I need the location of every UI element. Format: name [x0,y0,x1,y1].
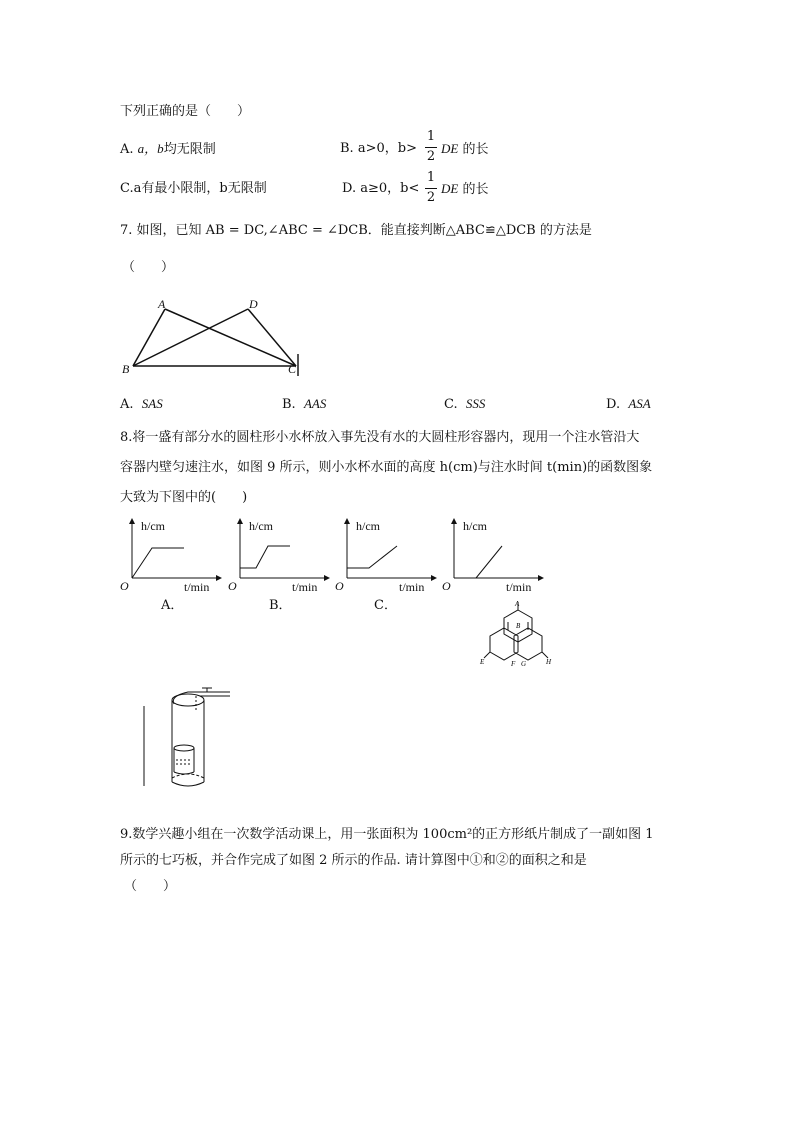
q6-option-b-numerator: 1 [426,129,436,144]
q8-graph-option-b: B． [269,598,292,613]
q8-graph-d-ylabel: h/cm [463,519,487,533]
q8-graph-b [226,518,326,598]
q8-graph-c-xlabel: t/min [399,580,425,594]
q7-label-d: D [249,297,258,311]
q7-option-b-prefix: B. [282,397,296,412]
q6-option-d-prefix: D. [342,181,357,196]
q6-option-b-de: DE [441,141,459,156]
q6-option-a-text: 均无限制 [163,142,216,157]
q8-line1: 8.将一盛有部分水的圆柱形小水杯放入事先没有水的大圆柱形容器内，现用一个注水管沿大 [120,430,640,445]
q8-graph-d [440,518,540,598]
water-container-illustration [130,686,240,796]
q6-option-c: C.a有最小限制，b无限制 [120,181,267,196]
q7-label-b: B [122,362,130,376]
q9-line1: 9.数学兴趣小组在一次数学活动课上，用一张面积为 100cm²的正方形纸片制成了一副如图 1 [120,827,654,842]
q6-option-d [342,180,419,198]
q6-option-d-suffix: 的长 [462,182,489,197]
q9-line2: 所示的七巧板，并合作完成了如图 2 所示的作品. 请计算图中①和②的面积之和是 [120,853,587,868]
q8-graph-option-a: A． [161,598,184,613]
q8-line2: 容器内壁匀速注水，如图 9 所示，则小水杯水面的高度 h(cm)与注水时间 t(min)的函数图象 [120,460,653,475]
hexagon-label-h: H [546,658,552,666]
q6-option-a-prefix: A. [120,142,134,157]
q7-option-d-prefix: D. [606,397,621,412]
q8-graph-option-c: C． [374,598,397,613]
hexagon-label-b: B [516,622,521,630]
q9-line3: （ ） [124,879,177,894]
q6-option-d-de: DE [441,181,459,196]
q7-triangle-figure [118,294,308,384]
q6-option-d-numerator: 1 [426,170,436,185]
q7-label-a: A [158,297,166,311]
q6-option-b-text: a>0，b> [357,141,417,156]
q8-graph-b-xlabel: t/min [292,580,318,594]
q6-option-a-vars: a，b [137,141,164,156]
q8-graph-b-ylabel: h/cm [249,519,273,533]
hexagon-label-e: E [480,658,485,666]
q8-graph-a-ylabel: h/cm [141,519,165,533]
q8-graph-c [333,518,433,598]
q6-stem: 下列正确的是（ ） [120,104,251,119]
q7-option-a-value: SAS [141,396,163,411]
q6-option-d-tail [441,180,489,199]
q6-option-d-denominator: 2 [426,190,436,205]
q7-option-a [120,395,163,414]
q7-option-b-value: AAS [303,396,327,411]
q8-graph-a [118,518,218,598]
q7-answer-paren: （ ） [122,260,175,275]
q8-graph-a-origin: O [120,579,129,593]
hexagon-label-f: F [511,660,516,668]
q8-graph-c-origin: O [335,579,344,593]
q7-option-b [282,395,326,414]
hexagon-figure [480,600,550,670]
q7-option-c [444,395,485,414]
q8-graph-d-xlabel: t/min [506,580,532,594]
hexagon-label-g: G [521,660,527,668]
q6-option-a [120,140,216,159]
q6-option-b-suffix: 的长 [462,142,489,157]
q8-graph-a-xlabel: t/min [184,580,210,594]
q7-option-d-value: ASA [628,396,651,411]
q7-stem: 7. 如图，已知 AB = DC,∠ABC = ∠DCB．能直接判断△ABC≌△DCB 的方法是 [120,223,592,238]
q6-option-b-denominator: 2 [426,149,436,164]
hexagon-label-a: A [515,600,520,608]
q6-option-b-fraction-bar [425,147,437,148]
q6-option-b-prefix: B. [340,141,354,156]
q6-option-d-fraction-bar [425,188,437,189]
q8-graph-b-origin: O [228,579,237,593]
q7-option-d [606,395,651,414]
q6-option-d-text: a≥0，b< [360,181,420,196]
q7-option-c-prefix: C. [444,397,458,412]
q7-option-a-prefix: A. [120,397,134,412]
q6-option-b [340,140,417,158]
q7-option-c-value: SSS [465,396,486,411]
q7-label-c: C [288,362,297,376]
q8-line3: 大致为下图中的( ) [120,490,248,505]
q6-option-b-tail [441,140,489,159]
q8-graph-d-origin: O [442,579,451,593]
q8-graph-c-ylabel: h/cm [356,519,380,533]
